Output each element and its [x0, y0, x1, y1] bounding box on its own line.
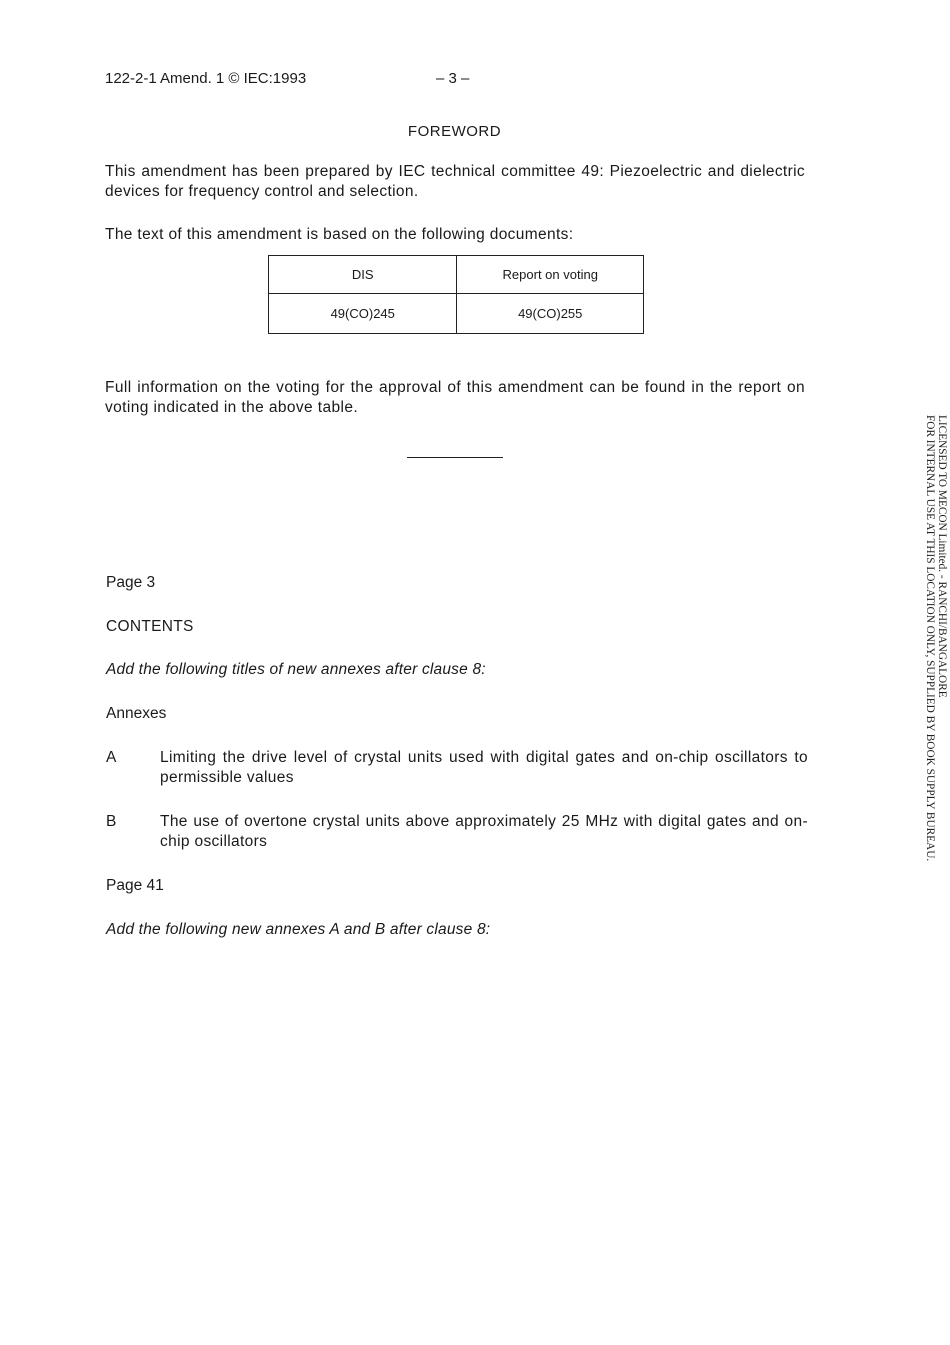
table-header-dis: DIS	[269, 256, 457, 294]
table-header-row	[269, 256, 644, 294]
table-cell-dis-ref: 49(CO)245	[269, 294, 457, 334]
table-row	[269, 294, 644, 334]
foreword-paragraph-committee: This amendment has been prepared by IEC technical committee 49: Piezoelectric and dielectric devices for frequency control and selection.	[105, 163, 805, 200]
foreword-heading: FOREWORD	[407, 123, 502, 140]
section-divider	[407, 457, 503, 458]
page-number: – 3 –	[436, 70, 470, 87]
instruction-add-annexes: Add the following new annexes A and B after clause 8:	[106, 921, 491, 938]
instruction-add-titles: Add the following titles of new annexes after clause 8:	[106, 661, 486, 678]
annex-letter: A	[106, 749, 117, 766]
page41-label: Page 41	[106, 877, 164, 894]
page3-label: Page 3	[106, 574, 156, 591]
contents-label: CONTENTS	[106, 618, 194, 635]
foreword-paragraph-documents: The text of this amendment is based on the following documents:	[105, 226, 574, 243]
license-line-2: FOR INTERNAL USE AT THIS LOCATION ONLY, SUPPLIED BY BOOK SUPPLY BUREAU.	[924, 415, 936, 862]
annexes-label: Annexes	[106, 705, 167, 722]
annex-title: Limiting the drive level of crystal units used with digital gates and on-chip oscillators to permissible values	[160, 749, 808, 786]
voting-documents-table	[268, 255, 644, 334]
annex-letter: B	[106, 813, 117, 830]
table-cell-voting-ref: 49(CO)255	[457, 294, 644, 334]
table-header-report-on-voting: Report on voting	[457, 256, 644, 294]
license-line-1: LICENSED TO MECON Limited. - RANCHI/BANGALORE	[936, 415, 948, 698]
annex-title: The use of overtone crystal units above approximately 25 MHz with digital gates and on-chip oscillators	[160, 813, 808, 850]
document-reference: 122-2-1 Amend. 1 © IEC:1993	[105, 70, 307, 87]
foreword-paragraph-voting-info: Full information on the voting for the approval of this amendment can be found in the report on voting indicated in the above table.	[105, 379, 805, 416]
license-watermark	[924, 415, 948, 931]
